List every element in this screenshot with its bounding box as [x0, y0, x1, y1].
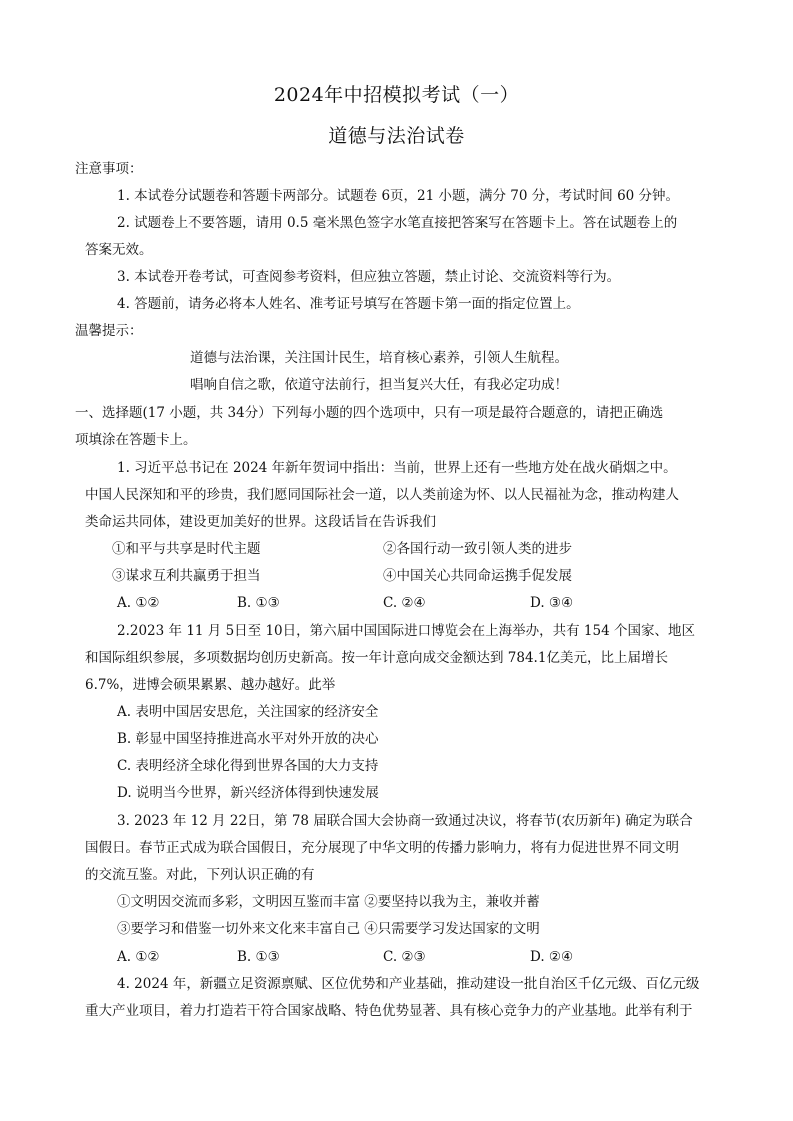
notice-item-2-cont: 答案无效。: [85, 242, 153, 258]
q3-choice-a: A. ①②: [117, 949, 160, 965]
section-instructions: 一、选择题(17 小题，共 34分）下列每小题的四个选项中，只有一项是最符合题意的，请把正确选: [75, 405, 664, 421]
q1-stem-line-3: 类命运共同体，建设更加美好的世界。这段话旨在告诉我们: [85, 514, 436, 530]
exam-title: 2024年中招模拟考试（一）: [273, 84, 520, 106]
q2-choice-c: C. 表明经济全球化得到世界各国的大力支持: [117, 758, 379, 774]
q4-stem-line-1: 4. 2024 年，新疆立足资源禀赋、区位优势和产业基础，推动建设一批自治区千亿元级、百亿元级: [117, 976, 700, 992]
q2-choice-b: B. 彰显中国坚持推进高水平对外开放的决心: [117, 731, 379, 747]
q1-statement-3: ③谋求互利共赢勇于担当: [112, 568, 261, 584]
q2-stem-line-1: 2.2023 年 11 月 5日至 10日，第六届中国国际进口博览会在上海举办，共有 154 个国家、地区: [117, 623, 695, 639]
section-instructions-cont: 项填涂在答题卡上。: [75, 432, 197, 448]
tips-line-1: 道德与法治课，关注国计民生，培育核心素养，引领人生航程。: [190, 350, 568, 366]
q3-stem-line-1: 3. 2023 年 12 月 22日，第 78 届联合国大会协商一致通过决议，将春节(农历新年) 确定为联合: [117, 813, 693, 829]
notice-item-3: 3. 本试卷开卷考试，可查阅参考资料，但应独立答题，禁止讨论、交流资料等行为。: [117, 269, 621, 285]
q4-stem-line-2: 重大产业项目，着力打造若干符合国家战略、特色优势显著、具有核心竞争力的产业基地。此举有利于: [85, 1003, 693, 1019]
exam-subtitle: 道德与法治试卷: [328, 125, 465, 147]
q3-stem-line-2: 国假日。春节正式成为联合国假日，充分展现了中华文明的传播力影响力，将有力促进世界不同文明: [85, 840, 679, 856]
q1-choice-a: A. ①②: [117, 595, 160, 611]
q2-choice-a: A. 表明中国居安思危，关注国家的经济安全: [117, 704, 379, 720]
notice-heading: 注意事项：: [75, 161, 143, 177]
q1-choice-c: C. ②④: [383, 595, 426, 611]
q1-stem-line-1: 1. 习近平总书记在 2024 年新年贺词中指出：当前，世界上还有一些地方处在战火硝烟之中。: [117, 460, 677, 476]
q3-choice-b: B. ①③: [237, 949, 280, 965]
notice-item-2: 2. 试题卷上不要答题，请用 0.5 毫米黑色签字水笔直接把答案写在答题卡上。答在试题卷上的: [117, 215, 678, 231]
notice-item-4: 4. 答题前，请务必将本人姓名、准考证号填写在答题卡第一面的指定位置上。: [117, 296, 580, 312]
q3-choice-d: D. ②④: [530, 949, 574, 965]
q3-statements-2: ③要学习和借鉴一切外来文化来丰富自己 ④只需要学习发达国家的文明: [117, 921, 540, 937]
q1-choice-b: B. ①③: [237, 595, 280, 611]
q2-stem-line-2: 和国际组织参展，多项数据均创历史新高。按一年计意向成交金额达到 784.1亿美元，比上届增长: [85, 650, 668, 666]
q1-statement-4: ④中国关心共同命运携手促发展: [383, 568, 572, 584]
q1-choice-d: D. ③④: [530, 595, 574, 611]
q2-stem-line-3: 6.7%，进博会硕果累累、越办越好。此举: [85, 677, 336, 693]
q1-statement-2: ②各国行动一致引领人类的进步: [383, 541, 572, 557]
q3-statements-1: ①文明因交流而多彩，文明因互鉴而丰富 ②要坚持以我为主，兼收并蓄: [117, 894, 540, 910]
notice-item-1: 1. 本试卷分试题卷和答题卡两部分。试题卷 6页，21 小题，满分 70 分，考试时间 60 分钟。: [117, 188, 680, 204]
q1-statement-1: ①和平与共享是时代主题: [112, 541, 261, 557]
q1-stem-line-2: 中国人民深知和平的珍贵，我们愿同国际社会一道，以人类前途为怀、以人民福祉为念，推动构建人: [85, 487, 679, 503]
q3-choice-c: C. ②③: [383, 949, 426, 965]
tips-heading: 温馨提示：: [75, 323, 143, 339]
tips-line-2: 唱响自信之歌，依道守法前行，担当复兴大任，有我必定功成！: [190, 377, 568, 393]
q2-choice-d: D. 说明当今世界，新兴经济体得到快速发展: [117, 785, 379, 801]
q3-stem-line-3: 的交流互鉴。对此，下列认识正确的有: [85, 867, 315, 883]
